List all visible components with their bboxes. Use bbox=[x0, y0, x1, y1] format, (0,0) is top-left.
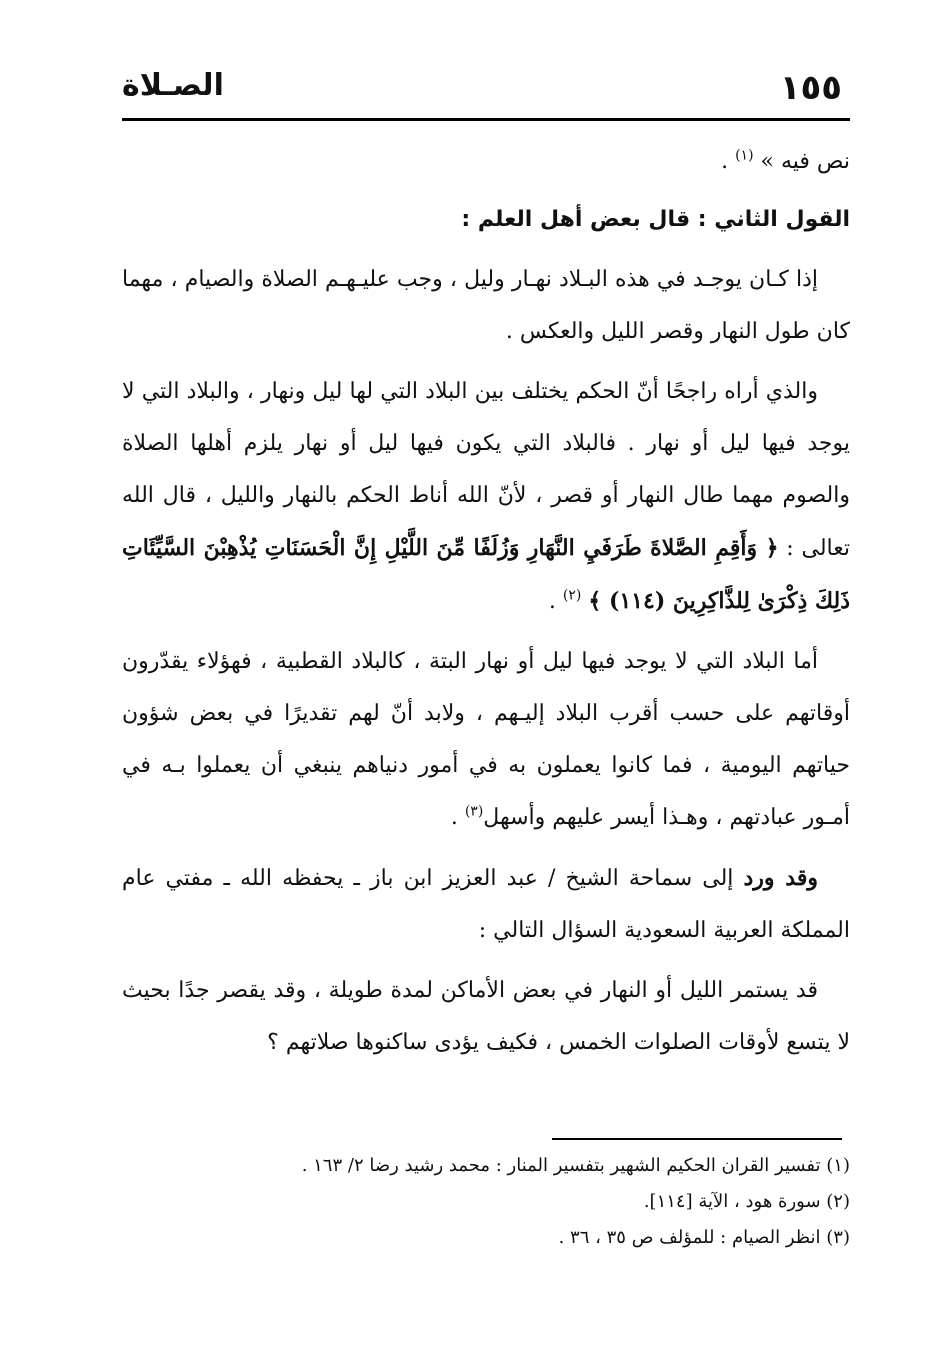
section-heading: القول الثاني : قال بعض أهل العلم : bbox=[461, 207, 850, 232]
footnote-ref: (٣) bbox=[464, 803, 484, 820]
footnotes bbox=[122, 1148, 850, 1256]
paragraph-lead: وقد ورد bbox=[743, 865, 818, 891]
footnote: (٢) سورة هود ، الآية [١١٤]. bbox=[643, 1191, 850, 1212]
page-header bbox=[122, 68, 842, 118]
header-rule bbox=[122, 118, 850, 121]
paragraph: إذا كـان يوجـد في هذه البـلاد نهـار وليل ، وجب عليـهـم الصلاة والصيام ، مهما كان طول النهار وقصر الليل والعكس . bbox=[122, 267, 850, 344]
footnote: (١) تفسير القران الحكيم الشهير بتفسير المنار : محمد رشيد رضا ٢/ ١٦٣ . bbox=[301, 1155, 850, 1176]
continuation-line: نص فيه » $^{(١)}$ . bbox=[721, 147, 850, 174]
main-text bbox=[122, 136, 850, 1069]
paragraph: أما البلاد التي لا يوجد فيها ليل أو نهار البتة ، كالبلاد القطبية ، فهؤلاء يقدّرون أوقاتهم على حسب أقرب البلاد إليـهم ، ولابد أنّ لهم تقديرًا في بعض شؤون حياتهم اليومية ، فما كانوا يعملون به في أمور دنياهم ينبغي أن يعملوا بـه في أمـور عبادتهم ، وهـذا أيسر عليهم وأسهل$^{(٣)}$ . bbox=[122, 649, 850, 830]
paragraph: قد يستمر الليل أو النهار في بعض الأماكن لمدة طويلة ، وقد يقصر جدًا بحيث لا يتسع لأوقات الصلوات الخمس ، فكيف يؤدى ساكنوها صلاتهم ؟ bbox=[122, 978, 850, 1055]
footnote-rule bbox=[552, 1138, 842, 1140]
chapter-title: الصـلاة bbox=[122, 68, 224, 103]
footnote-ref: (٢) bbox=[562, 587, 582, 604]
paragraph: والذي أراه راجحًا أنّ الحكم يختلف بين البلاد التي لها ليل ونهار ، والبلاد التي لا يوجد فيها ليل أو نهار . فالبلاد التي يكون فيها ليل أو نهار يلزم أهلها الصلاة والصوم مهما طال النهار أو قصر ، لأنّ الله أناط الحكم بالنهار والليل ، قال الله تعالى : ﴿ وَأَقِمِ الصَّلاةَ طَرَفَيِ النَّهَارِ وَزُلَفًا مِّنَ اللَّيْلِ إِنَّ الْحَسَنَاتِ يُذْهِبْنَ السَّيِّئَاتِ ذَلِكَ ذِكْرَىٰ لِلذَّاكِرِينَ (١١٤) ﴾ $^{(٢)}$ . bbox=[122, 379, 850, 614]
page-number: ١٥٥ bbox=[779, 68, 842, 108]
footnote-ref: (١) bbox=[735, 147, 754, 164]
book-page bbox=[122, 0, 850, 1354]
footnote: (٣) انظر الصيام : للمؤلف ص ٣٥ ، ٣٦ . bbox=[558, 1227, 850, 1248]
quran-verse: ﴿ وَأَقِمِ الصَّلاةَ طَرَفَيِ النَّهَارِ وَزُلَفًا مِّنَ اللَّيْلِ إِنَّ الْحَسَنَاتِ يُذْهِبْنَ السَّيِّئَاتِ ذَلِكَ ذِكْرَىٰ لِلذَّاكِرِينَ (١١٤) ﴾ bbox=[122, 535, 850, 614]
paragraph: وقد ورد إلى سماحة الشيخ / عبد العزيز ابن باز ـ يحفظه الله ـ مفتي عام المملكة العربية السعودية السؤال التالي : bbox=[122, 865, 850, 943]
